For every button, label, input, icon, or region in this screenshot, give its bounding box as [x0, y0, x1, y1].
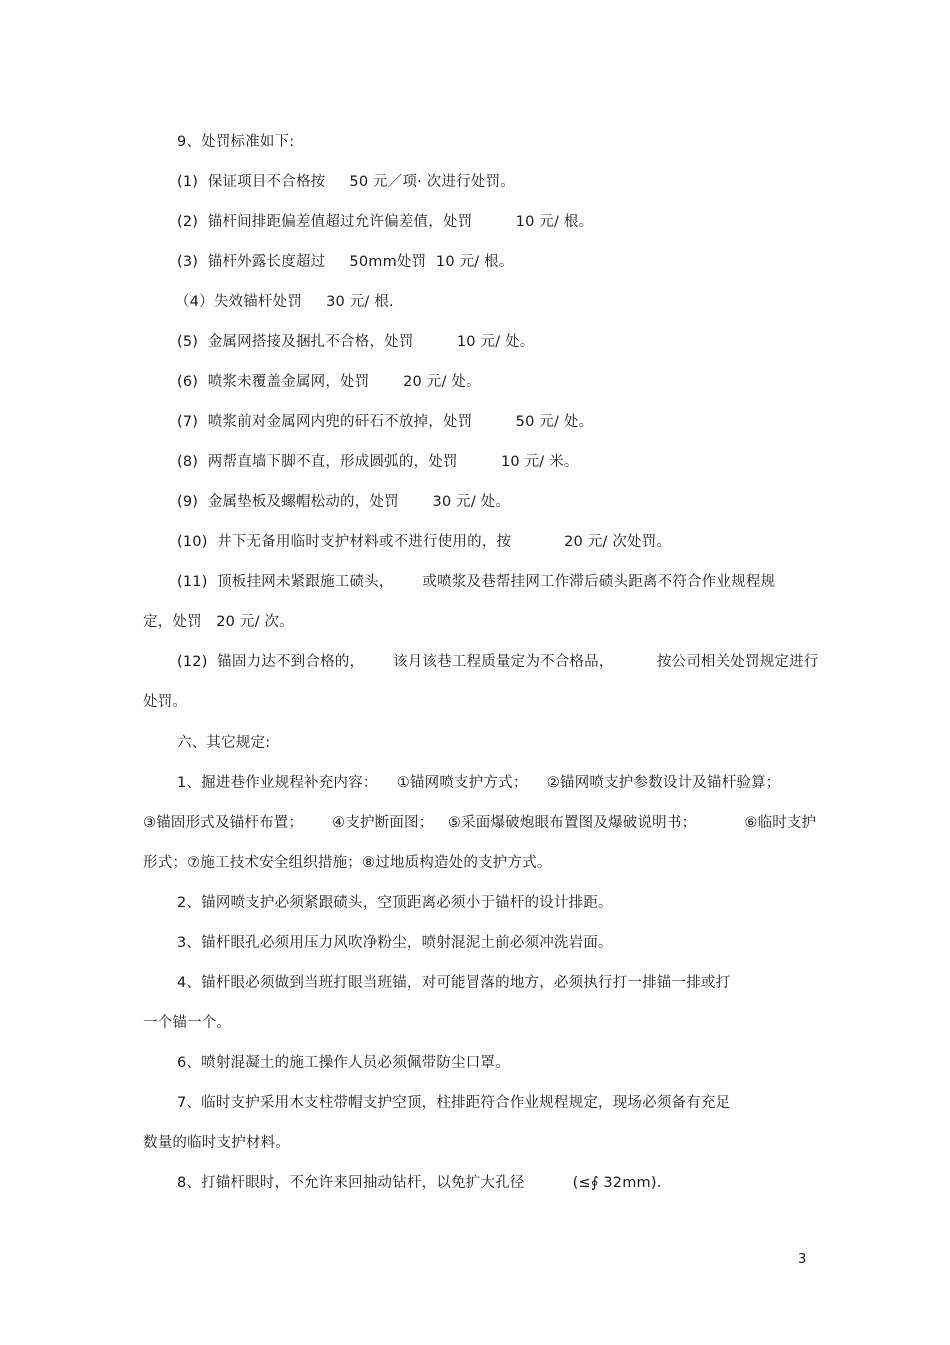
rule-2: 2、锚网喷支护必须紧跟碛头，空顶距离必须小于锚杆的设计排距。 [177, 895, 613, 911]
penalty-item-5: (5) 金属网搭接及捆扎不合格，处罚 10 元/ 处。 [177, 334, 535, 350]
penalty-item-11: (11) 顶板挂网未紧跟施工碛头， 或喷浆及巷帮挂网工作滞后碛头距离不符合作业规程规 [177, 574, 776, 590]
rule-4-continuation: 一个锚一个。 [143, 1015, 232, 1031]
penalty-item-6: (6) 喷浆未覆盖金属网，处罚 20 元/ 处。 [177, 374, 481, 390]
rule-3: 3、锚杆眼孔必须用压力风吹净粉尘，喷射混泥土前必须冲洗岩面。 [177, 935, 613, 951]
penalty-item-1: (1) 保证项目不合格按 50 元／项· 次进行处罚。 [177, 174, 515, 190]
rule-4: 4、锚杆眼必须做到当班打眼当班锚，对可能冒落的地方，必须执行打一排锚一排或打 [177, 975, 731, 991]
rule-6: 6、喷射混凝土的施工操作人员必须佩带防尘口罩。 [177, 1055, 510, 1071]
other-rules-heading: 六、其它规定: [177, 735, 271, 751]
rule-7: 7、临时支护采用木支柱带帽支护空顶，柱排距符合作业规程规定，现场必须备有充足 [177, 1095, 731, 1111]
penalty-item-7: (7) 喷浆前对金属网内兜的矸石不放掉，处罚 50 元/ 处。 [177, 414, 594, 430]
penalty-item-3: (3) 锚杆外露长度超过 50mm处罚 10 元/ 根。 [177, 254, 514, 270]
penalty-item-9: (9) 金属垫板及螺帽松动的，处罚 30 元/ 处。 [177, 494, 511, 510]
rule-8: 8、打锚杆眼时，不允许来回抽动钻杆，以免扩大孔径 (≤∮ 32mm). [177, 1175, 662, 1191]
rule-1-continuation-2: 形式；⑦施工技术安全组织措施；⑧过地质构造处的支护方式。 [143, 855, 552, 871]
penalty-item-2: (2) 锚杆间排距偏差值超过允许偏差值，处罚 10 元/ 根。 [177, 214, 594, 230]
rule-7-continuation: 数量的临时支护材料。 [143, 1135, 290, 1151]
page-number: 3 [798, 1252, 807, 1267]
penalty-item-8: (8) 两帮直墙下脚不直，形成圆弧的，处罚 10 元/ 米。 [177, 454, 579, 470]
penalty-item-11-continuation: 定，处罚 20 元/ 次。 [143, 614, 294, 630]
penalty-item-4: （4）失效锚杆处罚 30 元/ 根. [175, 294, 394, 310]
rule-1: 1、掘进巷作业规程补充内容： ①锚网喷支护方式； ②锚网喷支护参数设计及锚杆验算； [177, 775, 781, 791]
penalty-heading: 9、处罚标准如下: [177, 134, 295, 150]
rule-1-continuation-1: ③锚固形式及锚杆布置； ④支护断面图； ⑤采面爆破炮眼布置图及爆破说明书； ⑥临时支护 [143, 815, 817, 831]
penalty-item-10: (10) 井下无备用临时支护材料或不进行使用的，按 20 元/ 次处罚。 [177, 534, 672, 550]
penalty-item-12: (12) 锚固力达不到合格的， 该月该巷工程质量定为不合格品， 按公司相关处罚规定进行 [177, 654, 819, 670]
penalty-item-12-continuation: 处罚。 [143, 694, 188, 710]
